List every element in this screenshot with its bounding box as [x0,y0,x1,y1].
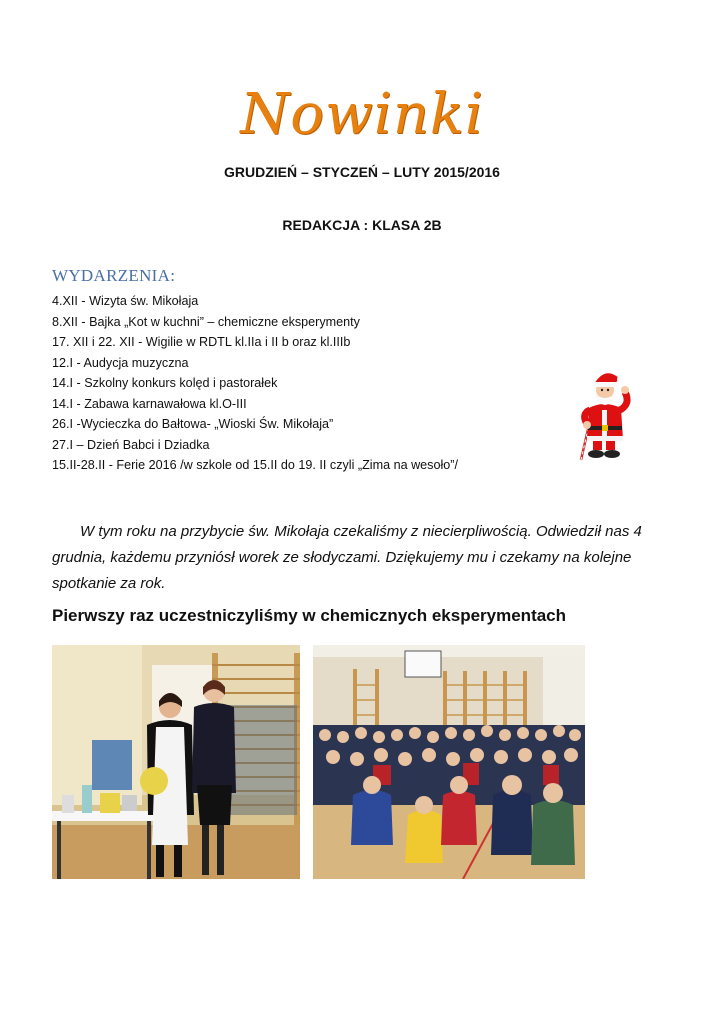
issue-dates: GRUDZIEŃ – STYCZEŃ – LUTY 2015/2016 [224,164,500,180]
article-heading: Pierwszy raz uczestniczyliśmy w chemicznych eksperymentach [52,606,567,625]
audience-photo [313,645,585,879]
event-item: 8.XII - Bajka „Kot w kuchni” – chemiczne eksperymenty [52,314,360,329]
event-item: 14.I - Szkolny konkurs kolęd i pastorałek [52,376,278,390]
article-paragraph [52,519,682,597]
article-text: W tym roku na przybycie św. Mikołaja czekaliśmy z niecierpliwością. Odwiedził nas 4 grudnia, każdemu przyniósł worek ze słodyczami. Dziękujemy mu i czekamy na kolejne spotkanie za rok. [52,523,642,592]
editorial-team: REDAKCJA : KLASA 2B [282,217,442,233]
santa-claus-image [575,368,635,462]
event-item: 12.I - Audycja muzyczna [52,355,189,370]
newsletter-title: Nowinki [240,82,484,147]
event-item: 15.II-28.II - Ferie 2016 /w szkole od 15.II do 19. II czyli „Zima na wesoło”/ [52,458,458,472]
experiment-photo [52,645,300,879]
event-item: 4.XII - Wizyta św. Mikołaja [52,294,199,308]
event-item: 26.I -Wycieczka do Bałtowa- „Wioski Św. Mikołaja” [52,417,334,431]
event-item: 27.I – Dzień Babci i Dziadka [52,437,210,452]
events-heading: WYDARZENIA: [52,266,176,285]
events-list [52,291,458,476]
event-item: 17. XII i 22. XII - Wigilie w RDTL kl.IIa i II b oraz kl.IIIb [52,335,351,349]
event-item: 14.I - Zabawa karnawałowa kl.O-III [52,396,247,411]
